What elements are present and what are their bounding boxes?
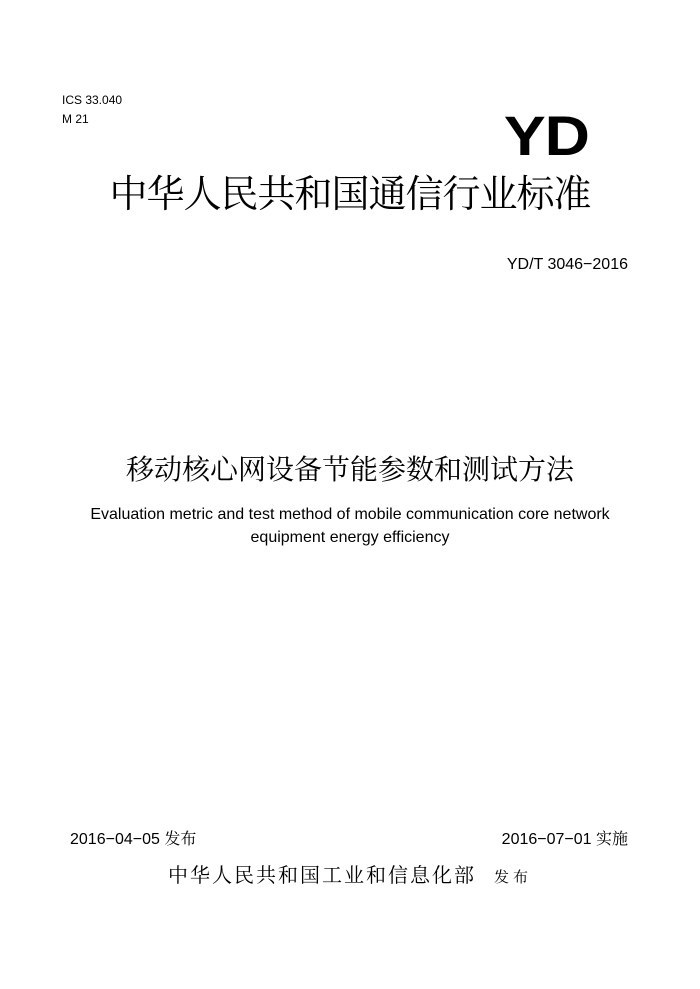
implementation-date: 2016−07−01 实施 bbox=[501, 831, 628, 848]
yd-logo: YD bbox=[504, 104, 589, 167]
issuer-organization: 中华人民共和国工业和信息化部 bbox=[167, 863, 476, 887]
issuer-line bbox=[0, 862, 700, 890]
publish-date: 2016−04−05 发布 bbox=[70, 831, 197, 848]
document-title-en-line2: equipment energy efficiency bbox=[250, 529, 450, 546]
document-title-zh: 移动核心网设备节能参数和测试方法 bbox=[125, 453, 574, 486]
document-title-en-line1: Evaluation metric and test method of mobile communication core network bbox=[90, 506, 610, 523]
ics-code: ICS 33.040 bbox=[62, 93, 123, 107]
standard-number: YD/T 3046−2016 bbox=[506, 256, 628, 273]
classification-code: M 21 bbox=[62, 112, 89, 126]
standard-category: 中华人民共和国通信行业标准 bbox=[109, 172, 591, 216]
issuer-action: 发布 bbox=[493, 868, 532, 886]
